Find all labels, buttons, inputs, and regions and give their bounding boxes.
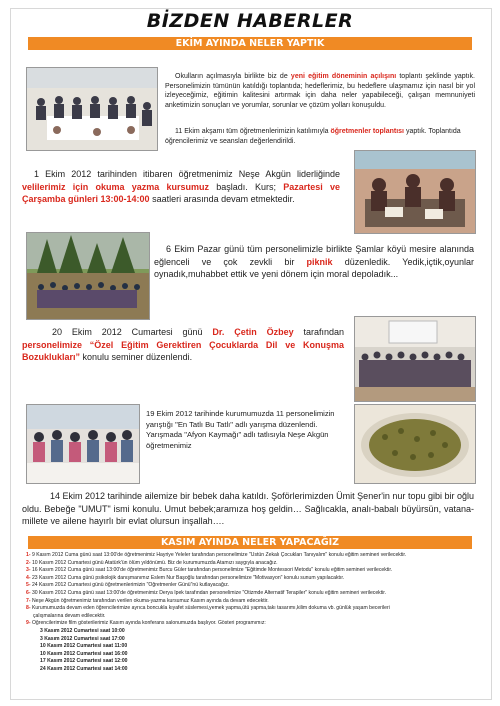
plan-item: 5- 24 Kasım 2012 Cumartesi günü öğretmenlerimizin "Öğretmenler Günü"nü kutlayacağız. [26, 582, 230, 589]
teachers-meeting-text: 11 Ekim akşamı tüm öğretmenlerimizin katılımıyla öğretmenler toplantısı yaptık. Toplantıda öğrencilerimiz ve seansları değerlendirildi. [165, 128, 461, 145]
schedule-item: 24 Kasım 2012 Cumartesi saat 14:00 [40, 665, 128, 672]
plan-item: çalışmalarına devam edilecektir. [33, 612, 106, 619]
schedule-item: 17 Kasım 2012 Cumartesi saat 12:00 [40, 658, 128, 665]
baby-news-text: 14 Ekim 2012 tarihinde ailemize bir bebek daha katıldı. Şoförlerimizden Ümit Şener'in nur topu gibi bir oğlu oldu. Bebeğe "UMUT" ismi konulu. Umut bebek;aramıza hoş geldin… Sağlıcakla, analı-babalı büyürsün, vatana-millete ve ailene hayırlı bir evlat olursun inşallah…. [22, 491, 474, 526]
course-photo [354, 150, 476, 234]
november-plan-list [26, 552, 476, 674]
plan-item: 9- Öğrencilerimize film gösterilerimiz Kasım ayında konferans salonumuzda başlıyor. Gösteri programımız: [26, 620, 266, 627]
schedule-item: 10 Kasım 2012 Cumartesi saat 16:00 [40, 650, 128, 657]
schedule-item: 10 Kasım 2012 Cumartesi saat 11:00 [40, 643, 128, 650]
plan-item: 1- 9 Kasım 2012 Cuma günü saat 13:00'de öğretmenimiz Hayriye Yeleler tarafından personelimize "Üstün Zekalı Çocukları Tanıyalım" konulu eğitim semineri verilecektir. [26, 552, 407, 558]
seminar-photo [354, 316, 476, 402]
plan-item: 2- 10 Kasım 2012 Cumartesi günü Atatürk'ün ölüm yıldönümü. Biz de kurumumuzda Atamızı saygıyla anacağız. [26, 559, 278, 566]
literacy-course-text: 1 Ekim 2012 tarihinden itibaren öğretmenimiz Neşe Akgün liderliğinde velilerimiz için okuma yazma kursumuz başladı. Kurs; Pazartesi ve Çarşamba günleri 13:00-14:00 saatleri arasında devam etmektedir. [22, 169, 341, 204]
plan-item: 6- 30 Kasım 2012 Cuma günü saat 13:00'de öğretmenimiz Derya İpek tarafından personelimize "Otizmde Alternatif Terapiler" konulu eğitim semineri verilecektir. [26, 589, 387, 596]
meeting-photo [26, 67, 158, 151]
page-title: BİZDEN HABERLER [146, 10, 354, 32]
picnic-text: 6 Ekim Pazar günü tüm personelimizle birlikte Şamlar köyü mesire alanında eğlenceli ve çok zevkli bir piknik düzenledik. Yedik,içtik,oyunlar oynadık,muhabbet ettik ve yeni dönem için moral depoladık... [154, 244, 475, 279]
plan-item: 3- 16 Kasım 2012 Cuma günü saat 13:00'de öğretmenimiz Burcu Güler tarafından personelimize "Eğitimde Montessori Metodu" konulu eğitim semineri verilecektir. [26, 567, 393, 574]
section-header-october: EKİM AYINDA NELER YAPTIK [28, 37, 472, 50]
section-header-november: KASIM AYINDA NELER YAPACAĞIZ [28, 536, 472, 549]
seminar-text: 20 Ekim 2012 Cumartesi günü Dr. Çetin Özbey tarafından personelimize “Özel Eğitim Gerektiren Çocuklarda Dil ve Konuşma Bozuklukları” konulu seminer düzenlendi. [22, 327, 344, 362]
schedule-item: 3 Kasım 2012 Cumartesi saat 17:00 [40, 635, 125, 642]
plan-item: 7- Neşe Akgün öğretmenimiz tarafından verilen okuma-yazma kursumuz Kasım ayında da devam edecektir. [26, 597, 269, 604]
contest-photo [26, 404, 140, 484]
plan-item: 4- 23 Kasım 2012 Cuma günü psikolojik danışmanımız Eslem Nur Başoğlu tarafından personelimize "Motivasyon" konulu sunum yapılacaktır. [26, 574, 345, 581]
plan-item: 8- Kurumumuzda devam eden öğrencilerimize ayrıca boncukla kıyafet süslemesi,yemek yapma,ütü yapma,takı tasarımı,kilim dokuma vb. günlük yaşam becerileri [26, 605, 390, 612]
picnic-photo [26, 232, 150, 320]
dessert-photo [354, 404, 476, 484]
contest-text: 19 Ekim 2012 tarihinde kurumumuzda 11 personelimizin yarıştığı "En Tatlı Bu Tatlı" adlı yarışma düzenlendi. Yarışmada "Afyon Kaymağı" adlı tatlısıyla Neşe Akgün öğretmenimiz [146, 409, 335, 450]
schedule-item: 3 Kasım 2012 Cumartesi saat 10:00 [40, 627, 125, 634]
opening-meeting-text: Okulların açılmasıyla birlikte biz de yeni eğitim döneminin açılışını toplantı şeklinde yaptık. Personelimizin tümünün katıldığı toplantıda; hedeflerimiz, bu hedeflere ulaşmamız için nasıl bir yol izleyeceğimiz, eğitimin kalitesini artırmak için daha neler yapabileceği, çalışan memnuniyeti anketimizin sonuçları ve yorumlar, sorunlar ve çözüm yolları konuşuldu. [165, 73, 475, 109]
